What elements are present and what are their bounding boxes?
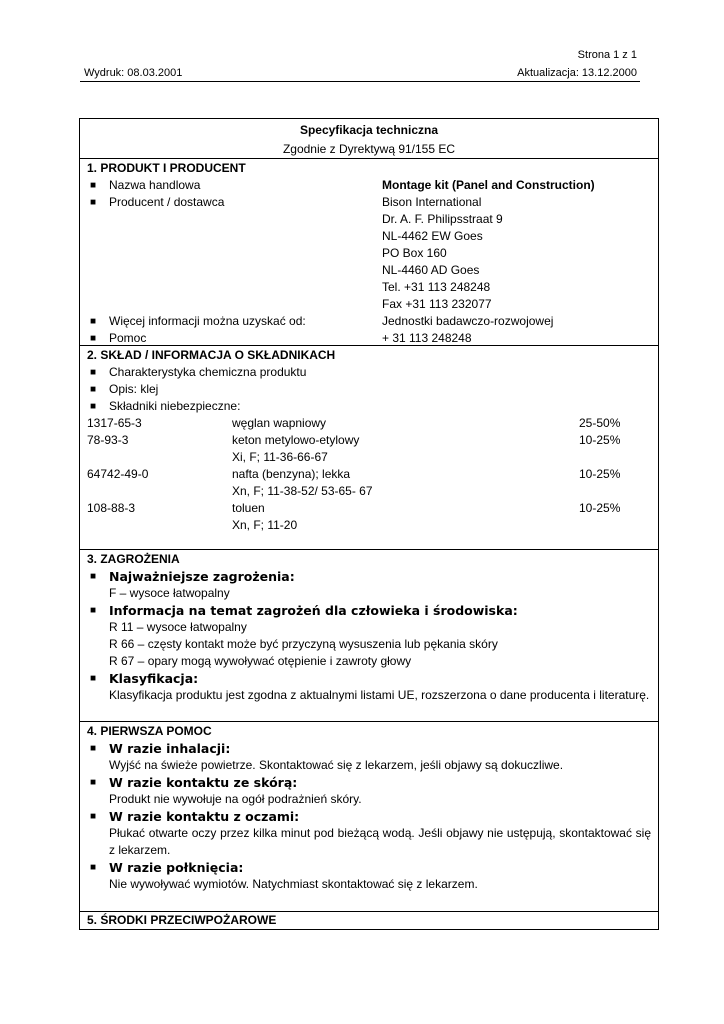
section-heading: 5. ŚRODKI PRZECIWPOŻAROWE bbox=[87, 913, 277, 927]
ingredient-percent: 10-25% bbox=[579, 467, 621, 481]
bullet-icon: ■ bbox=[90, 743, 97, 754]
cas-number: 1317-65-3 bbox=[87, 416, 142, 430]
ingredient-row bbox=[87, 500, 651, 517]
bullet-icon: ■ bbox=[90, 811, 97, 822]
ingredient-class: Xn, F; 11-20 bbox=[232, 518, 298, 532]
info-label: Więcej informacji można uzyskać od: bbox=[109, 314, 306, 328]
bullet-icon: ■ bbox=[90, 197, 97, 208]
help-value: + 31 113 248248 bbox=[382, 331, 472, 345]
risk-phrase: R 11 – wysoce łatwopalny bbox=[109, 620, 247, 634]
ingredient-class: Xi, F; 11-36-66-67 bbox=[232, 450, 328, 464]
spec-sheet bbox=[79, 118, 659, 930]
section-4 bbox=[79, 721, 659, 911]
ingredient-percent: 10-25% bbox=[579, 433, 621, 447]
print-date: Wydruk: 08.03.2001 bbox=[84, 67, 183, 79]
producer-line: NL-4460 AD Goes bbox=[382, 263, 480, 277]
section-heading: 4. PIERWSZA POMOC bbox=[87, 724, 212, 738]
bullet-icon: ■ bbox=[90, 571, 97, 582]
risk-phrase: R 67 – opary mogą wywoływać otępienie i zawroty głowy bbox=[109, 654, 412, 668]
bullet-icon: ■ bbox=[90, 180, 97, 191]
ingredient-name: toluen bbox=[232, 501, 265, 515]
section-2 bbox=[79, 345, 659, 549]
ingredient-row bbox=[87, 466, 651, 483]
bullet-icon: ■ bbox=[90, 673, 97, 684]
first-aid-text: Produkt nie wywołuje na ogół podrażnień skóry. bbox=[109, 792, 362, 806]
header-divider bbox=[80, 81, 640, 82]
trade-name-value: Montage kit (Panel and Construction) bbox=[382, 178, 595, 192]
hazard-subheading: Klasyfikacja: bbox=[109, 671, 199, 686]
hazard-subheading: Informacja na temat zagrożeń dla człowieka i środowiska: bbox=[109, 603, 518, 618]
producer-line: Fax +31 113 232077 bbox=[382, 297, 492, 311]
cas-number: 108-88-3 bbox=[87, 501, 136, 515]
producer-line: PO Box 160 bbox=[382, 246, 447, 260]
bullet-icon: ■ bbox=[90, 401, 97, 412]
bullet-icon: ■ bbox=[90, 605, 97, 616]
cas-number: 64742-49-0 bbox=[87, 467, 149, 481]
ingredient-name: keton metylowo-etylowy bbox=[232, 433, 360, 447]
producer-line: NL-4462 EW Goes bbox=[382, 229, 483, 243]
first-aid-text: Nie wywoływać wymiotów. Natychmiast skontaktować się z lekarzem. bbox=[109, 877, 478, 891]
bullet-icon: ■ bbox=[90, 316, 97, 327]
producer-line: Dr. A. F. Philipsstraat 9 bbox=[382, 212, 503, 226]
first-aid-subheading: W razie połknięcia: bbox=[109, 860, 244, 875]
risk-phrase: R 66 – częsty kontakt może być przyczyną wysuszenia lub pękania skóry bbox=[109, 637, 498, 651]
bullet-icon: ■ bbox=[90, 777, 97, 788]
bullet-icon: ■ bbox=[90, 367, 97, 378]
first-aid-text: Wyjść na świeże powietrze. Skontaktować się z lekarzem, jeśli objawy są dokuczliwe. bbox=[109, 758, 564, 772]
ingredient-row bbox=[87, 415, 651, 432]
composition-item: Opis: klej bbox=[109, 382, 159, 396]
page-number: Strona 1 z 1 bbox=[577, 49, 637, 61]
ingredient-percent: 25-50% bbox=[579, 416, 621, 430]
section-heading: 2. SKŁAD / INFORMACJA O SKŁADNIKACH bbox=[87, 348, 336, 362]
title-box bbox=[79, 118, 659, 158]
trade-name-label: Nazwa handlowa bbox=[109, 178, 201, 192]
ingredient-percent: 10-25% bbox=[579, 501, 621, 515]
producer-line: Tel. +31 113 248248 bbox=[382, 280, 491, 294]
ingredient-name: nafta (benzyna); lekka bbox=[232, 467, 351, 481]
classification-text: Klasyfikacja produktu jest zgodna z aktualnymi listami UE, rozszerzona o dane producenta i literaturę. bbox=[109, 688, 650, 702]
bullet-icon: ■ bbox=[90, 384, 97, 395]
producer-line: Bison International bbox=[382, 195, 482, 209]
update-date: Aktualizacja: 13.12.2000 bbox=[517, 67, 637, 79]
first-aid-subheading: W razie inhalacji: bbox=[109, 741, 231, 756]
first-aid-text: Płukać otwarte oczy przez kilka minut pod bieżącą wodą. Jeśli objawy nie ustępują, skontaktować się z lekarzem. bbox=[109, 826, 651, 857]
document-subtitle: Zgodnie z Dyrektywą 91/155 EC bbox=[282, 142, 456, 156]
composition-item: Składniki niebezpieczne: bbox=[109, 399, 241, 413]
help-label: Pomoc bbox=[109, 331, 147, 345]
bullet-icon: ■ bbox=[90, 862, 97, 873]
ingredient-name: węglan wapniowy bbox=[232, 416, 327, 430]
first-aid-subheading: W razie kontaktu ze skórą: bbox=[109, 775, 298, 790]
section-heading: 3. ZAGROŻENIA bbox=[87, 552, 180, 566]
info-value: Jednostki badawczo-rozwojowej bbox=[382, 314, 554, 328]
cas-number: 78-93-3 bbox=[87, 433, 129, 447]
section-5 bbox=[79, 911, 659, 930]
hazard-text: F – wysoce łatwopalny bbox=[109, 586, 230, 600]
composition-item: Charakterystyka chemiczna produktu bbox=[109, 365, 307, 379]
first-aid-subheading: W razie kontaktu z oczami: bbox=[109, 809, 300, 824]
section-3 bbox=[79, 549, 659, 721]
producer-label: Producent / dostawca bbox=[109, 195, 225, 209]
section-1 bbox=[79, 158, 659, 345]
ingredient-row bbox=[87, 432, 651, 449]
bullet-icon: ■ bbox=[90, 333, 97, 344]
section-heading: 1. PRODUKT I PRODUCENT bbox=[87, 161, 246, 175]
hazard-subheading: Najważniejsze zagrożenia: bbox=[109, 569, 295, 584]
ingredient-class: Xn, F; 11-38-52/ 53-65- 67 bbox=[232, 484, 373, 498]
document-title: Specyfikacja techniczna bbox=[299, 123, 439, 137]
